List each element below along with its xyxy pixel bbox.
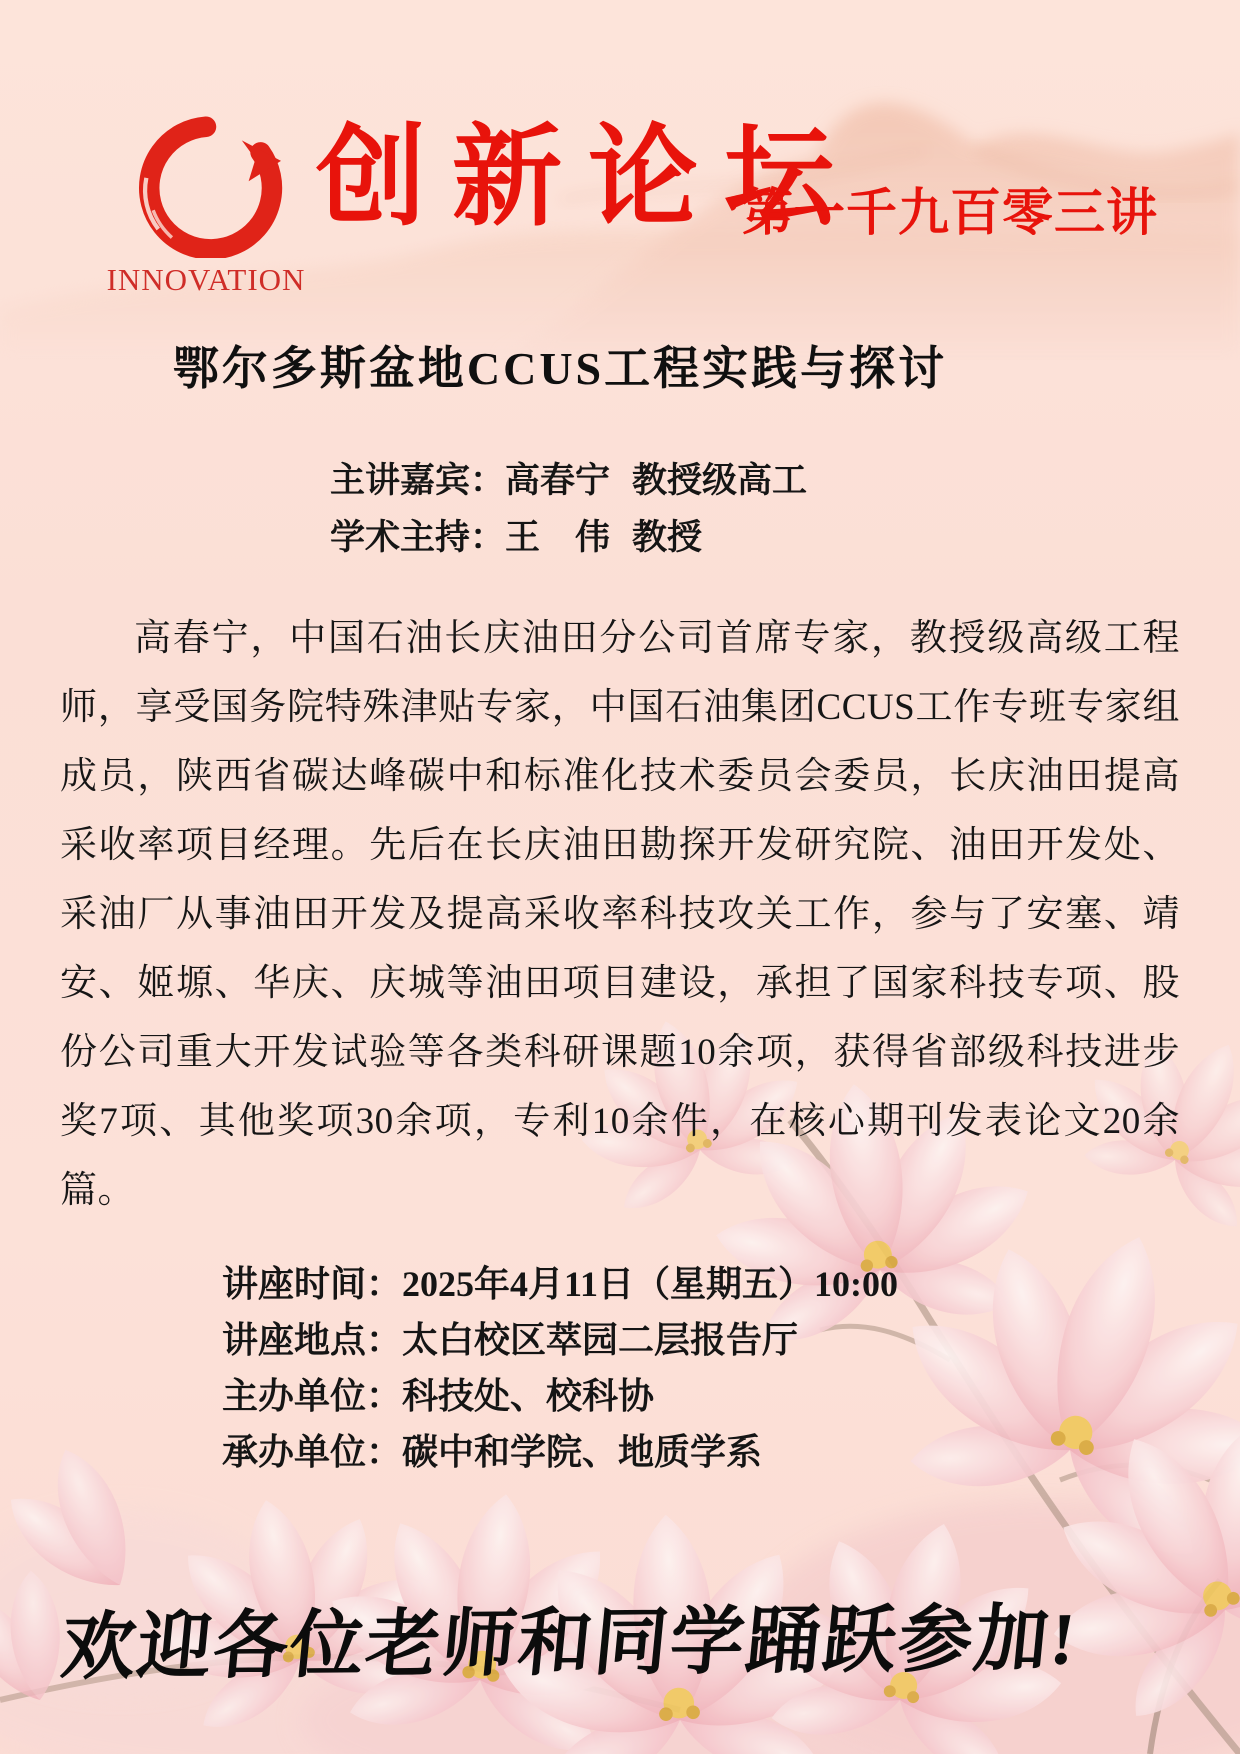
detail-label: 主办单位： <box>222 1376 403 1416</box>
detail-row-location <box>222 1312 898 1368</box>
event-details <box>222 1256 898 1480</box>
innovation-logo-block <box>100 108 312 298</box>
lecture-title: 鄂尔多斯盆地CCUS工程实践与探讨 <box>172 343 948 394</box>
host-name: 王 伟 <box>505 518 611 557</box>
speaker-name: 高春宁 <box>505 461 611 500</box>
speaker-label: 主讲嘉宾： <box>330 461 506 500</box>
detail-label: 承办单位： <box>222 1432 403 1472</box>
speaker-line <box>330 452 807 509</box>
lecture-number: 第一千九百零三讲 <box>742 186 1159 242</box>
detail-value: 太白校区萃园二层报告厅 <box>402 1320 799 1360</box>
speaker-title: 教授级高工 <box>632 461 808 500</box>
people-block <box>330 452 807 566</box>
detail-row-organizer <box>222 1368 898 1424</box>
detail-label: 讲座时间： <box>222 1264 403 1304</box>
detail-row-time <box>222 1256 898 1312</box>
host-title: 教授 <box>632 518 703 557</box>
forum-title: 创新论坛 <box>316 116 860 239</box>
detail-value: 科技处、校科协 <box>402 1376 655 1416</box>
host-line <box>330 509 807 566</box>
host-label: 学术主持： <box>330 518 506 557</box>
detail-value: 碳中和学院、地质学系 <box>402 1432 763 1472</box>
innovation-swirl-logo-icon <box>118 108 294 258</box>
logo-caption: INNOVATION <box>106 262 306 297</box>
speaker-biography: 高春宁，中国石油长庆油田分公司首席专家，教授级高级工程师，享受国务院特殊津贴专家，中国石油集团CCUS工作专班专家组成员，陕西省碳达峰碳中和标准化技术委员会委员，长庆油田提高采收率项目经理。先后在长庆油田勘探开发研究院、油田开发处、采油厂从事油田开发及提高采收率科技攻关工作，参与了安塞、靖安、姬塬、华庆、庆城等油田项目建设，承担了国家科技专项、股份公司重大开发试验等各类科研课题10余项，获得省部级科技进步奖7项、其他奖项30余项，专利10余件，在核心期刊发表论文20余篇。 <box>60 618 1180 1211</box>
welcome-message: 欢迎各位老师和同学踊跃参加! <box>57 1598 1082 1690</box>
detail-row-co-organizer <box>222 1424 898 1480</box>
detail-value: 2025年4月11日（星期五）10:00 <box>402 1264 899 1304</box>
detail-label: 讲座地点： <box>222 1320 403 1360</box>
